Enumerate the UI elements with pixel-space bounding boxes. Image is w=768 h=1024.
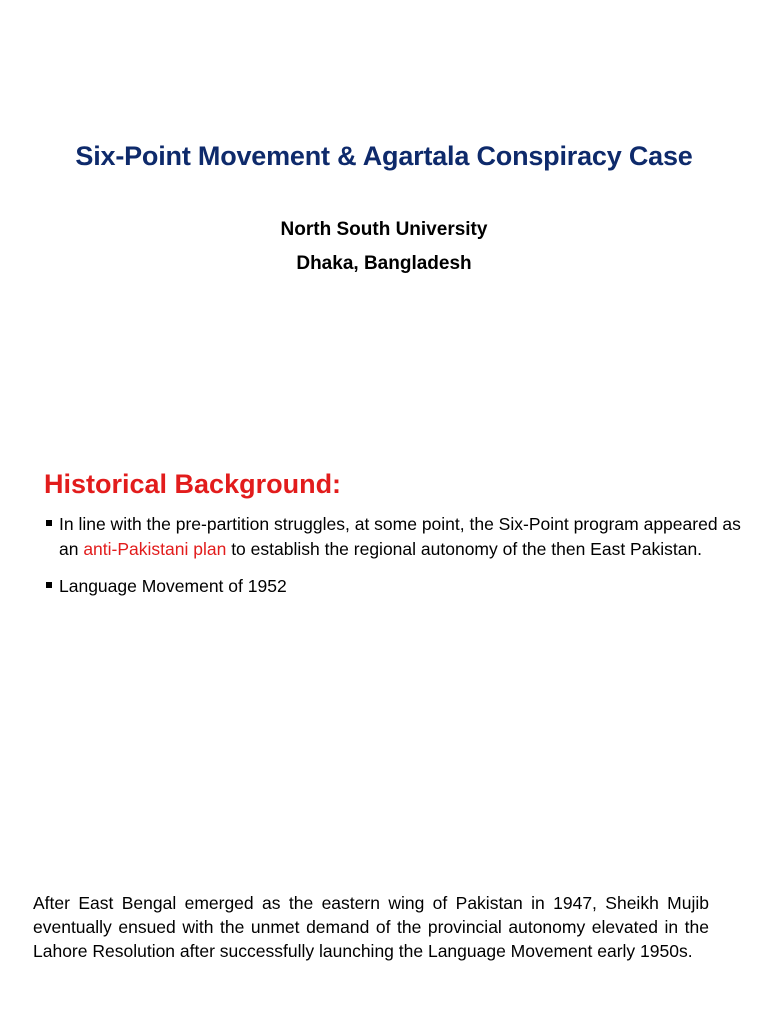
bullet-item-language-movement — [44, 574, 756, 599]
square-bullet-icon — [46, 582, 52, 588]
highlighted-phrase: anti-Pakistani plan — [83, 538, 227, 559]
university-location: Dhaka, Bangladesh — [296, 253, 472, 274]
body-paragraph: After East Bengal emerged as the eastern wing of Pakistan in 1947, Sheikh Mujib eventually ensued with the unmet demand of the provincial autonomy elevated in the Lahore Resolution after successfully launching the Language Movement early 1950s. — [33, 893, 709, 961]
bullet-text-after: to establish the regional autonomy of the then East Pakistan. — [226, 538, 703, 559]
bullet-text-before: In line with the pre-partition struggles, at some point, the Six-Point program appeared as an — [59, 514, 741, 559]
section-heading: Historical Background: — [44, 469, 342, 499]
bullet-list — [44, 512, 756, 612]
bullet-text: Language Movement of 1952 — [59, 576, 287, 596]
university-name: North South University — [280, 219, 488, 240]
page-title: Six-Point Movement & Agartala Conspiracy Case — [75, 141, 693, 171]
bullet-item-program — [44, 512, 756, 561]
square-bullet-icon — [46, 520, 52, 526]
